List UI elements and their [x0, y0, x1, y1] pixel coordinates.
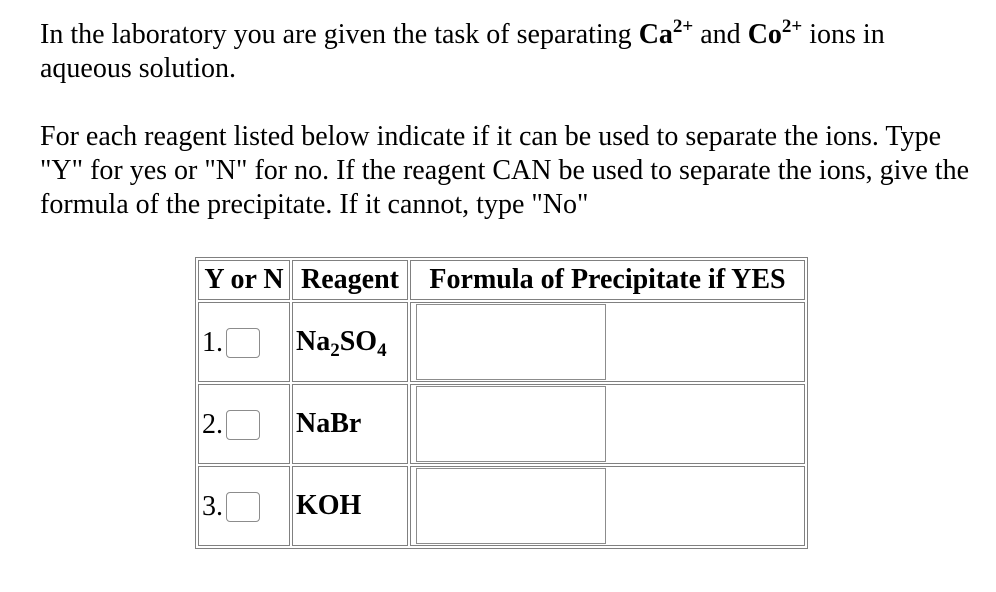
reagent-1-subscript-4: 4	[377, 340, 387, 361]
formula-input-2[interactable]	[416, 386, 606, 462]
table-header-row	[198, 260, 805, 300]
header-reagent: Reagent	[292, 260, 408, 300]
table-row	[198, 384, 805, 464]
reagent-cell-1	[292, 302, 408, 382]
header-y-or-n: Y or N	[198, 260, 290, 300]
table-row	[198, 302, 805, 382]
intro-and-text: and	[693, 19, 748, 50]
reagent-1-subscript-2: 2	[330, 340, 340, 361]
intro-paragraph	[40, 18, 970, 86]
formula-input-3[interactable]	[416, 468, 606, 544]
yn-input-1[interactable]	[226, 328, 260, 358]
yn-input-3[interactable]	[226, 492, 260, 522]
reagent-table	[195, 257, 808, 549]
intro-text-part1: In the laboratory you are given the task of separating	[40, 19, 639, 50]
row-number-3: 3.	[202, 490, 223, 522]
formula-cell-2	[410, 384, 805, 464]
yn-cell-3	[198, 466, 290, 546]
ion2-symbol: Co	[747, 19, 782, 50]
yn-input-2[interactable]	[226, 410, 260, 440]
ion1-formula	[638, 16, 694, 50]
table-row	[198, 466, 805, 546]
header-precipitate-formula: Formula of Precipitate if YES	[410, 260, 805, 300]
instructions-paragraph: For each reagent listed below indicate if it can be used to separate the ions. Type "Y" for yes or "N" for no. If the reagent CAN be used to separate the ions, give the formula of the precipitate. If it cannot, type "No"	[40, 121, 970, 220]
formula-cell-1	[410, 302, 805, 382]
formula-cell-3	[410, 466, 805, 546]
row-number-1: 1.	[202, 326, 223, 358]
intro-text-part2: ions in aqueous solution.	[40, 19, 885, 84]
row-number-2: 2.	[202, 408, 223, 440]
ion2-charge: 2+	[781, 16, 803, 37]
ion1-charge: 2+	[672, 16, 694, 37]
ion1-symbol: Ca	[638, 19, 673, 50]
reagent-1-group-so: SO	[339, 326, 378, 357]
formula-input-1[interactable]	[416, 304, 606, 380]
yn-cell-1	[198, 302, 290, 382]
yn-cell-2	[198, 384, 290, 464]
reagent-cell-3: KOH	[292, 466, 408, 546]
reagent-1-element-na: Na	[296, 326, 331, 357]
ion2-formula	[747, 16, 803, 50]
reagent-cell-2: NaBr	[292, 384, 408, 464]
